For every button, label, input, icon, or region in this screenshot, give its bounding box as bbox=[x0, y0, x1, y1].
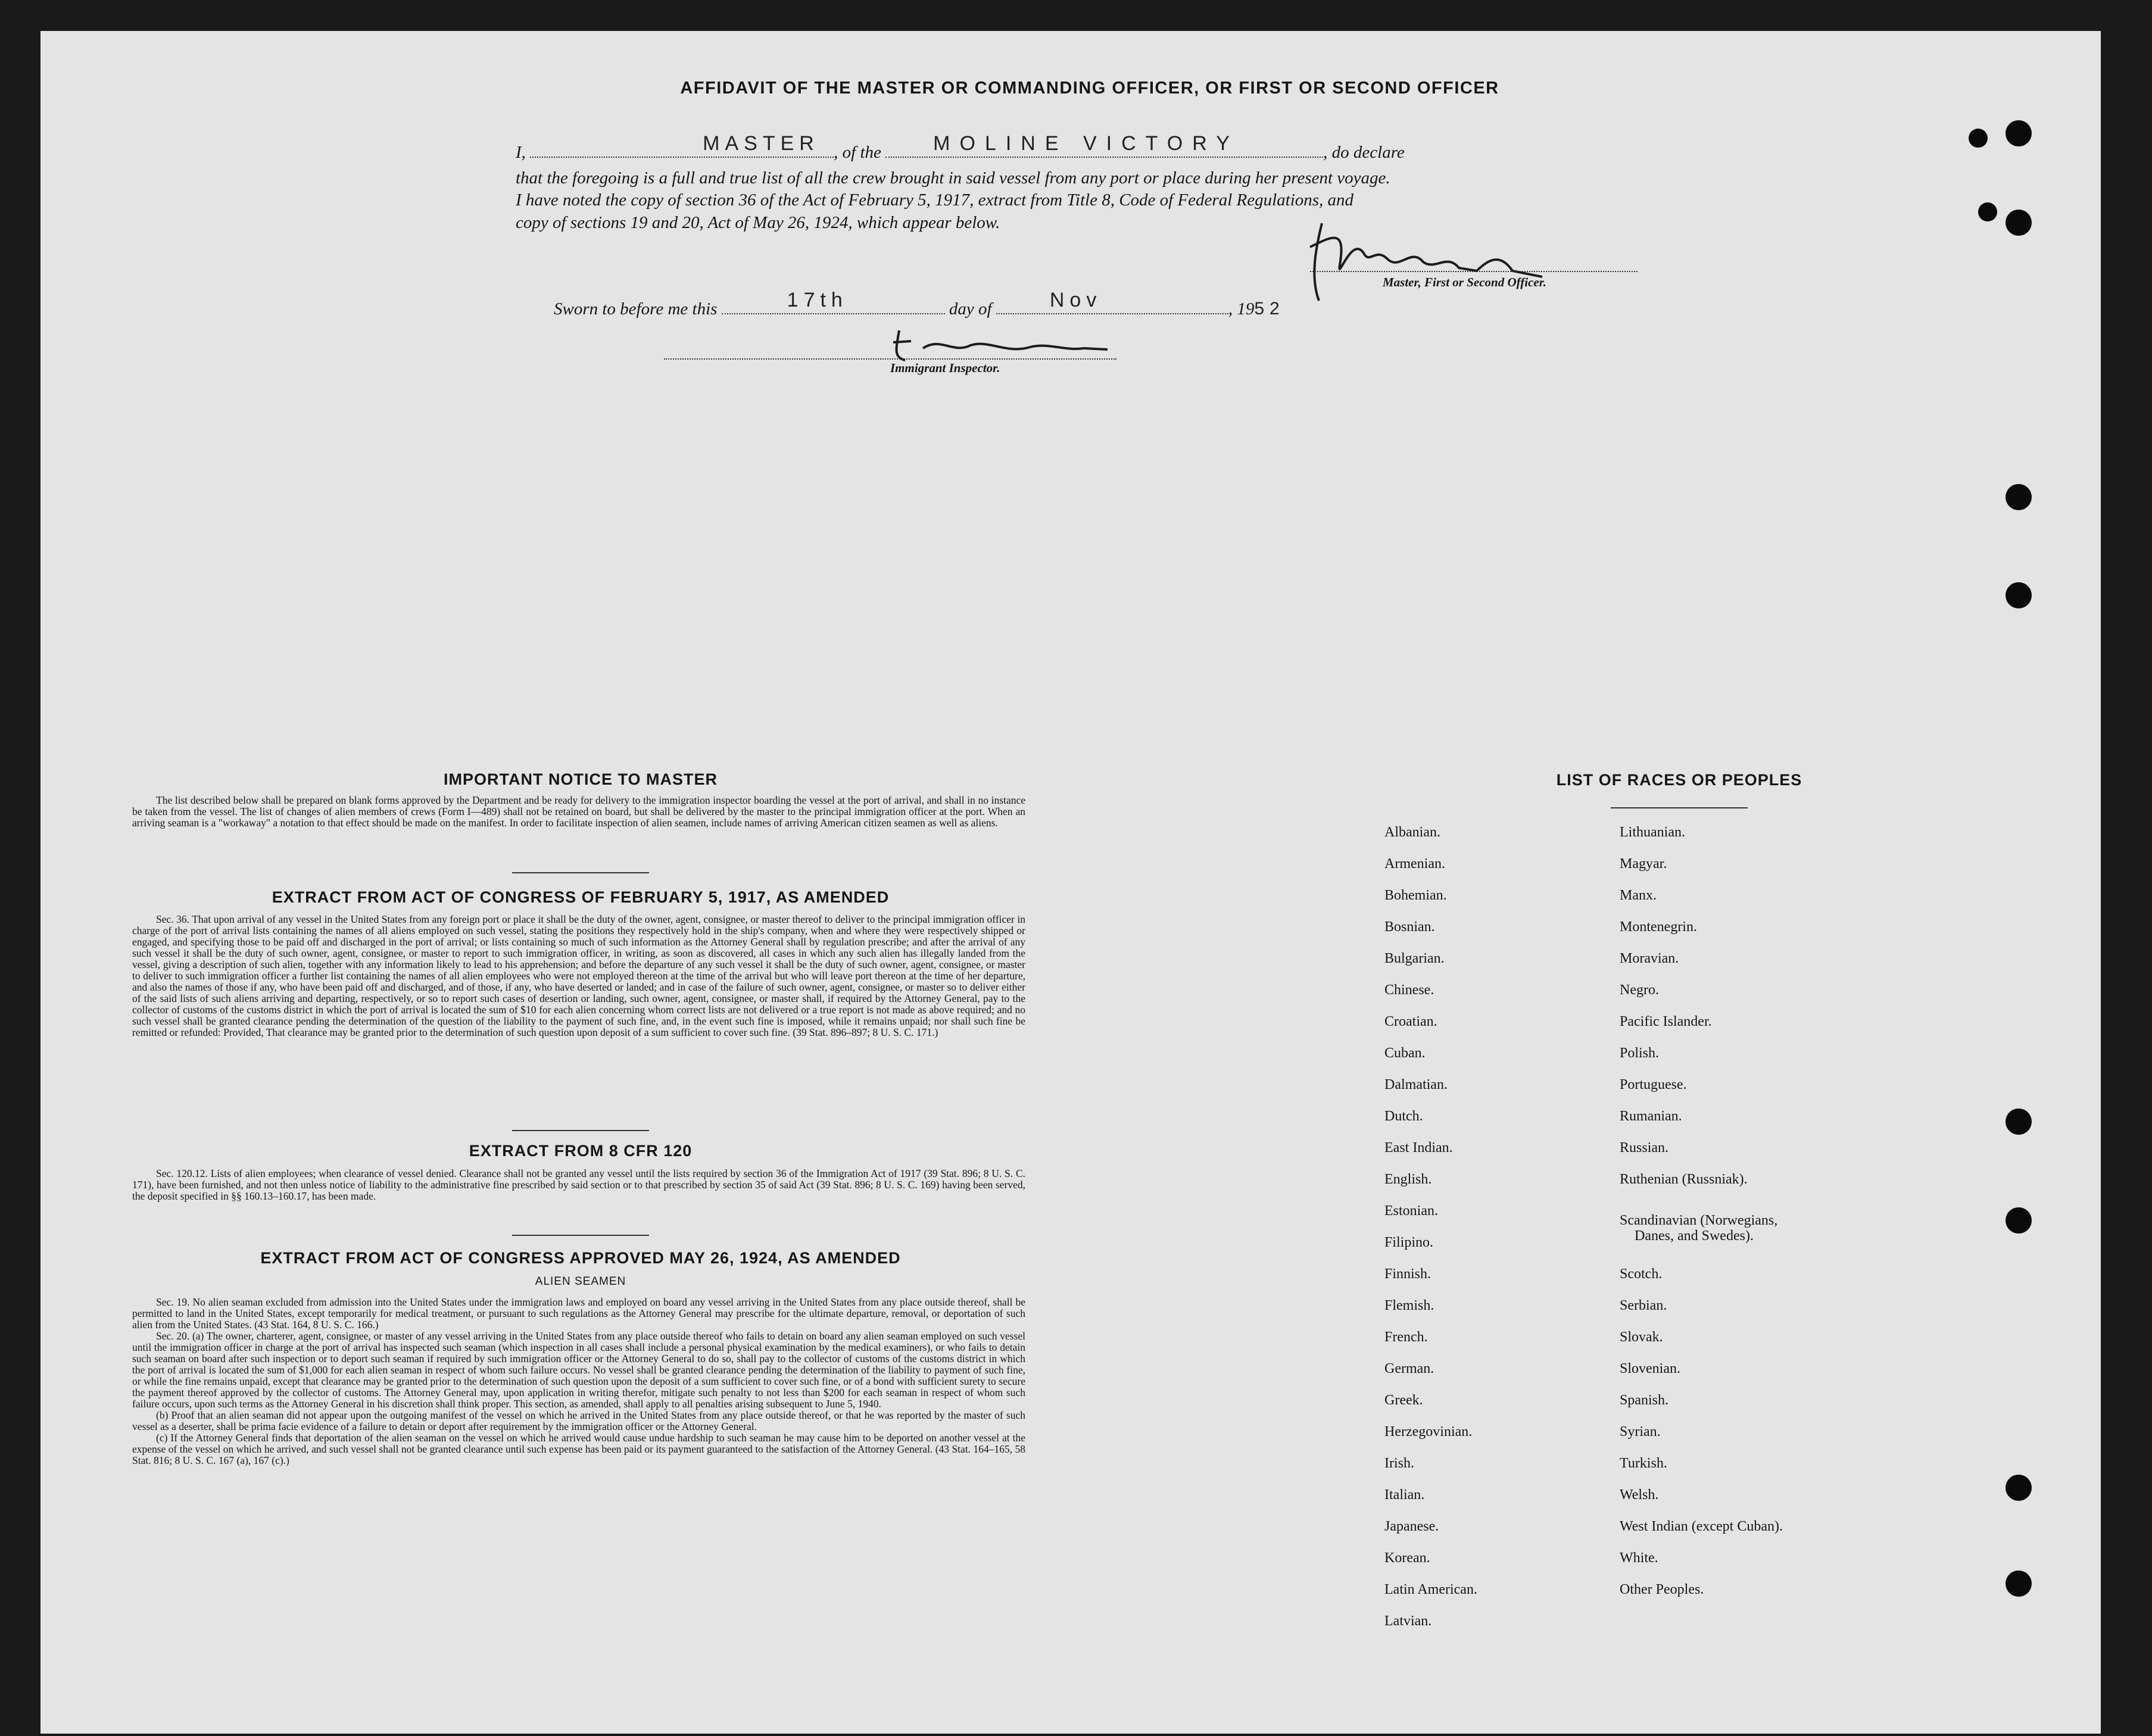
race-item: Slovenian. bbox=[1620, 1361, 1680, 1376]
race-item: Ruthenian (Russniak). bbox=[1620, 1172, 1748, 1187]
binder-hole-small bbox=[1969, 129, 1988, 148]
race-item: Dalmatian. bbox=[1384, 1077, 1448, 1092]
sworn-label: Sworn to before me this bbox=[554, 299, 718, 319]
race-item: Portuguese. bbox=[1620, 1077, 1687, 1092]
race-item: Dutch. bbox=[1384, 1109, 1423, 1124]
race-item: Manx. bbox=[1620, 888, 1657, 903]
binder-hole bbox=[2006, 1475, 2032, 1501]
sworn-month-field[interactable] bbox=[996, 289, 1228, 314]
race-item: Moravian. bbox=[1620, 951, 1679, 966]
extract-cfr-text bbox=[132, 1168, 1025, 1202]
i-label: I, bbox=[516, 143, 526, 162]
race-item: Scandinavian (Norwegians, bbox=[1620, 1213, 1778, 1228]
race-item: Welsh. bbox=[1620, 1487, 1659, 1503]
sworn-day-field[interactable] bbox=[722, 289, 945, 314]
declaration-line-3: I have noted the copy of section 36 of the Act of February 5, 1917, extract from Title 8, Code of Federal Regulations, and bbox=[516, 191, 1354, 210]
binder-hole bbox=[2006, 120, 2032, 146]
race-item: White. bbox=[1620, 1550, 1658, 1566]
year-handwritten: 52 bbox=[1254, 299, 1285, 319]
year-prefix: , 19 bbox=[1228, 299, 1255, 319]
race-item: Danes, and Swedes). bbox=[1635, 1228, 1754, 1244]
divider bbox=[512, 872, 649, 873]
race-item: Estonian. bbox=[1384, 1203, 1438, 1219]
extract-1917-text bbox=[132, 914, 1025, 1038]
race-item: Russian. bbox=[1620, 1140, 1669, 1156]
race-item: Greek. bbox=[1384, 1392, 1423, 1408]
declaration-line-4: copy of sections 19 and 20, Act of May 26, 1924, which appear below. bbox=[516, 213, 1000, 232]
race-item: West Indian (except Cuban). bbox=[1620, 1519, 1783, 1534]
extract-1924-title: EXTRACT FROM ACT OF CONGRESS APPROVED MAY 26, 1924, AS AMENDED bbox=[260, 1249, 901, 1267]
sworn-line bbox=[554, 289, 1285, 319]
race-item: Latin American. bbox=[1384, 1582, 1477, 1597]
race-item: Other Peoples. bbox=[1620, 1582, 1704, 1597]
binder-hole bbox=[2006, 1207, 2032, 1234]
extract-1924-paragraph: (c) If the Attorney General finds that deportation of the alien seaman on the vessel on which he arrived would cause undue hardship to such seaman he may cause him to be deported on another vessel at the expense of the vessel on which he arrived, and such vessel shall not be granted clearance until such expense has been paid or its payment guaranteed to the satisfaction of the Attorney General. (43 Stat. 164–165, 58 Stat. 816; 8 U. S. C. 167 (a), 167 (c).) bbox=[132, 1432, 1025, 1466]
race-item: Polish. bbox=[1620, 1045, 1660, 1061]
race-item: Pacific Islander. bbox=[1620, 1014, 1712, 1029]
notice-text bbox=[132, 795, 1025, 829]
race-item: Albanian. bbox=[1384, 825, 1440, 840]
race-item: French. bbox=[1384, 1329, 1428, 1345]
divider bbox=[1611, 807, 1748, 808]
extract-1917-title: EXTRACT FROM ACT OF CONGRESS OF FEBRUARY 5, 1917, AS AMENDED bbox=[272, 888, 890, 906]
race-item: Rumanian. bbox=[1620, 1109, 1682, 1124]
extract-1924-paragraph: Sec. 19. No alien seaman excluded from admission into the United States under the immigration laws and employed on board any vessel arriving in the United States from any place outside thereof, shall be permitted to land in the United States, except temporarily for medical treatment, or pursuant to such regulations as the Attorney General may prescribe for the ultimate departure, removal, or deportation of such alien from the United States. (43 Stat. 164, 8 U. S. C. 166.) bbox=[132, 1296, 1025, 1331]
race-item: Negro. bbox=[1620, 982, 1659, 998]
binder-hole bbox=[2006, 210, 2032, 236]
vessel-field[interactable] bbox=[885, 132, 1323, 158]
divider bbox=[512, 1130, 649, 1131]
race-item: Croatian. bbox=[1384, 1014, 1437, 1029]
race-item: Cuban. bbox=[1384, 1045, 1426, 1061]
race-item: Finnish. bbox=[1384, 1266, 1431, 1282]
extract-1924-subtitle: ALIEN SEAMEN bbox=[535, 1275, 626, 1288]
race-item: Syrian. bbox=[1620, 1424, 1661, 1440]
inspector-line bbox=[664, 358, 1116, 360]
race-item: Armenian. bbox=[1384, 856, 1445, 872]
race-item: Korean. bbox=[1384, 1550, 1430, 1566]
race-item: German. bbox=[1384, 1361, 1434, 1376]
document-page bbox=[40, 31, 2101, 1734]
vessel-handwritten: MOLINE VICTORY bbox=[933, 132, 1239, 155]
race-item: Herzegovinian. bbox=[1384, 1424, 1473, 1440]
race-item: East Indian. bbox=[1384, 1140, 1453, 1156]
inspector-signature bbox=[887, 324, 1114, 366]
binder-hole bbox=[2006, 582, 2032, 608]
race-item: Bosnian. bbox=[1384, 919, 1435, 935]
notice-title: IMPORTANT NOTICE TO MASTER bbox=[444, 770, 718, 788]
extract-1924-paragraph: Sec. 20. (a) The owner, charterer, agent, consignee, or master of any vessel arriving in the United States from any place outside thereof who fails to detain on board any alien seaman employed on such vessel until the immigration officer in charge at the port of arrival has inspected such seaman (which inspection in all cases shall include a personal physical examination by the medical examiners), or who fails to detain such seaman on board after such inspection or to deport such seaman if required by such immigration officer or the Attorney General to do so, shall pay to the collector of customs of the customs district in which the port of arrival is located the sum of $1,000 for each alien seaman in respect of whom such failure occurs. No vessel shall be granted clearance pending the determination of the liability to payment of such fine, or while the fine remains unpaid, except that clearance may be granted prior to the determination of such question upon the deposit of a sum sufficient to cover such fine, or of a bond with sufficient surety to secure the payment thereof approved by the collector of customs. The Attorney General may, upon application in writing therefor, mitigate such penalty to not less than $200 for each seaman in respect of whom such failure occurs, upon such terms as the Attorney General in his discretion shall think proper. This section, as amended, shall apply to all penalties arising subsequent to June 5, 1940. bbox=[132, 1330, 1025, 1410]
declaration-line-1 bbox=[516, 132, 1405, 163]
race-item: Flemish. bbox=[1384, 1298, 1434, 1313]
race-item: Chinese. bbox=[1384, 982, 1434, 998]
inspector-caption: Immigrant Inspector. bbox=[890, 361, 1000, 375]
sworn-month-handwritten: Nov bbox=[1049, 289, 1102, 311]
race-item: Turkish. bbox=[1620, 1456, 1667, 1471]
races-title: LIST OF RACES OR PEOPLES bbox=[1556, 771, 1802, 789]
binder-hole-small bbox=[1978, 202, 1997, 221]
race-item: Italian. bbox=[1384, 1487, 1425, 1503]
do-declare-label: , do declare bbox=[1323, 143, 1405, 162]
race-item: Montenegrin. bbox=[1620, 919, 1697, 935]
binder-hole bbox=[2006, 1570, 2032, 1597]
rank-field[interactable] bbox=[530, 132, 834, 158]
of-the-label: , of the bbox=[834, 143, 881, 162]
signature-line bbox=[1310, 271, 1638, 272]
race-item: Serbian. bbox=[1620, 1298, 1667, 1313]
extract-cfr-title: EXTRACT FROM 8 CFR 120 bbox=[469, 1142, 693, 1160]
race-item: English. bbox=[1384, 1172, 1432, 1187]
race-item: Latvian. bbox=[1384, 1613, 1432, 1629]
binder-hole bbox=[2006, 1109, 2032, 1135]
race-item: Spanish. bbox=[1620, 1392, 1669, 1408]
race-item: Bulgarian. bbox=[1384, 951, 1445, 966]
divider bbox=[512, 1235, 649, 1236]
declaration-line-2: that the foregoing is a full and true list of all the crew brought in said vessel from any port or place during her present voyage. bbox=[516, 168, 1390, 188]
race-item: Japanese. bbox=[1384, 1519, 1439, 1534]
race-item: Lithuanian. bbox=[1620, 825, 1685, 840]
extract-1924-paragraph: (b) Proof that an alien seaman did not appear upon the outgoing manifest of the vessel on which he arrived in the United States from any place outside thereof, or that he was reported by the master of such vessel as a deserter, shall be prima facie evidence of a failure to detain or deport after requirement by the immigration officer or the Attorney General. bbox=[132, 1409, 1025, 1432]
master-signature bbox=[1298, 211, 1548, 307]
race-item: Slovak. bbox=[1620, 1329, 1663, 1345]
race-item: Scotch. bbox=[1620, 1266, 1663, 1282]
sworn-day-handwritten: 17th bbox=[787, 289, 848, 311]
extract-cfr-paragraph: Sec. 120.12. Lists of alien employees; when clearance of vessel denied. Clearance shall not be granted any vessel until the lists required by section 36 of the Immigration Act of 1917 (39 Stat. 896; 8 U. S. C. 171), have been furnished, and not then unless notice of liability to the administrative fine prescribed by said section or to that prescribed by section 35 of said Act (39 Stat. 896; 8 U. S. C. 169) having been served, the deposit specified in §§ 160.13–160.17, has been made. bbox=[132, 1167, 1025, 1202]
extract-1917-paragraph: Sec. 36. That upon arrival of any vessel in the United States from any foreign port or place it shall be the duty of the owner, agent, consignee, or master thereof to deliver to the principal immigration officer in charge of the port of arrival lists containing the names of all aliens employed on such vessel, stating the positions they respectively hold in the ship's company, when and where they were respectively shipped or engaged, and specifying those to be paid off and discharged in the port of arrival; or lists containing so much of such information as the Attorney General shall by regulation prescribe; and after the arrival of any such vessel it shall be the duty of such owner, agent, consignee, or master to report to such immigration officer, in writing, as soon as discovered, all cases in which any such alien has illegally landed from the vessel, giving a description of such alien, together with any information likely to lead to his apprehension; and before the departure of any such vessel it shall be the duty of such owner, agent, consignee, or master to deliver to such immigration officer a further list containing the names of all alien employees who were not employed thereon at the time of the arrival but who will leave port thereon at the time of her departure, and also the names of those if any, who have been paid off and discharged, and of those, if any, who have deserted or landed; and in case of the failure of such owner, agent, consignee, or master so to deliver either of the said lists of such aliens arriving and departing, respectively, or so to report such cases of desertion or landing, such owner, agent, consignee, or master shall, if required by the Attorney General, pay to the collector of customs of the customs district in which the port of arrival is located the sum of $10 for each alien concerning whom correct lists are not delivered or a true report is not made as above required; and no such vessel shall be granted clearance pending the determination of the question of the liability to the payment of such fine, and, in the event such fine is imposed, while it remains unpaid; nor shall such fine be remitted or refunded: Provided, That clearance may be granted prior to the determination of such question upon deposit of a sum sufficient to cover such fine. (39 Stat. 896–897; 8 U. S. C. 171.) bbox=[132, 913, 1025, 1038]
affidavit-title: AFFIDAVIT OF THE MASTER OR COMMANDING OFFICER, OR FIRST OR SECOND OFFICER bbox=[680, 79, 1499, 98]
race-item: Magyar. bbox=[1620, 856, 1667, 872]
race-item: Bohemian. bbox=[1384, 888, 1447, 903]
notice-paragraph: The list described below shall be prepared on blank forms approved by the Department and be ready for delivery to the immigration inspector boarding the vessel at the port of arrival, and shall in no instance be taken from the vessel. The list of changes of alien members of crews (Form I—489) shall not be retained on board, but shall be delivered by the master to the principal immigration officer at the port. When an arriving seaman is a "workaway" a notation to that effect should be made on the manifest. In order to facilitate inspection of alien seamen, include names of arriving American citizen seamen as well as aliens. bbox=[132, 794, 1025, 829]
binder-hole bbox=[2006, 484, 2032, 510]
signature-caption: Master, First or Second Officer. bbox=[1383, 275, 1546, 289]
extract-1924-text bbox=[132, 1297, 1025, 1466]
race-item: Irish. bbox=[1384, 1456, 1414, 1471]
race-item: Filipino. bbox=[1384, 1235, 1434, 1250]
day-of-label: day of bbox=[949, 299, 992, 319]
rank-handwritten: MASTER bbox=[703, 132, 819, 155]
